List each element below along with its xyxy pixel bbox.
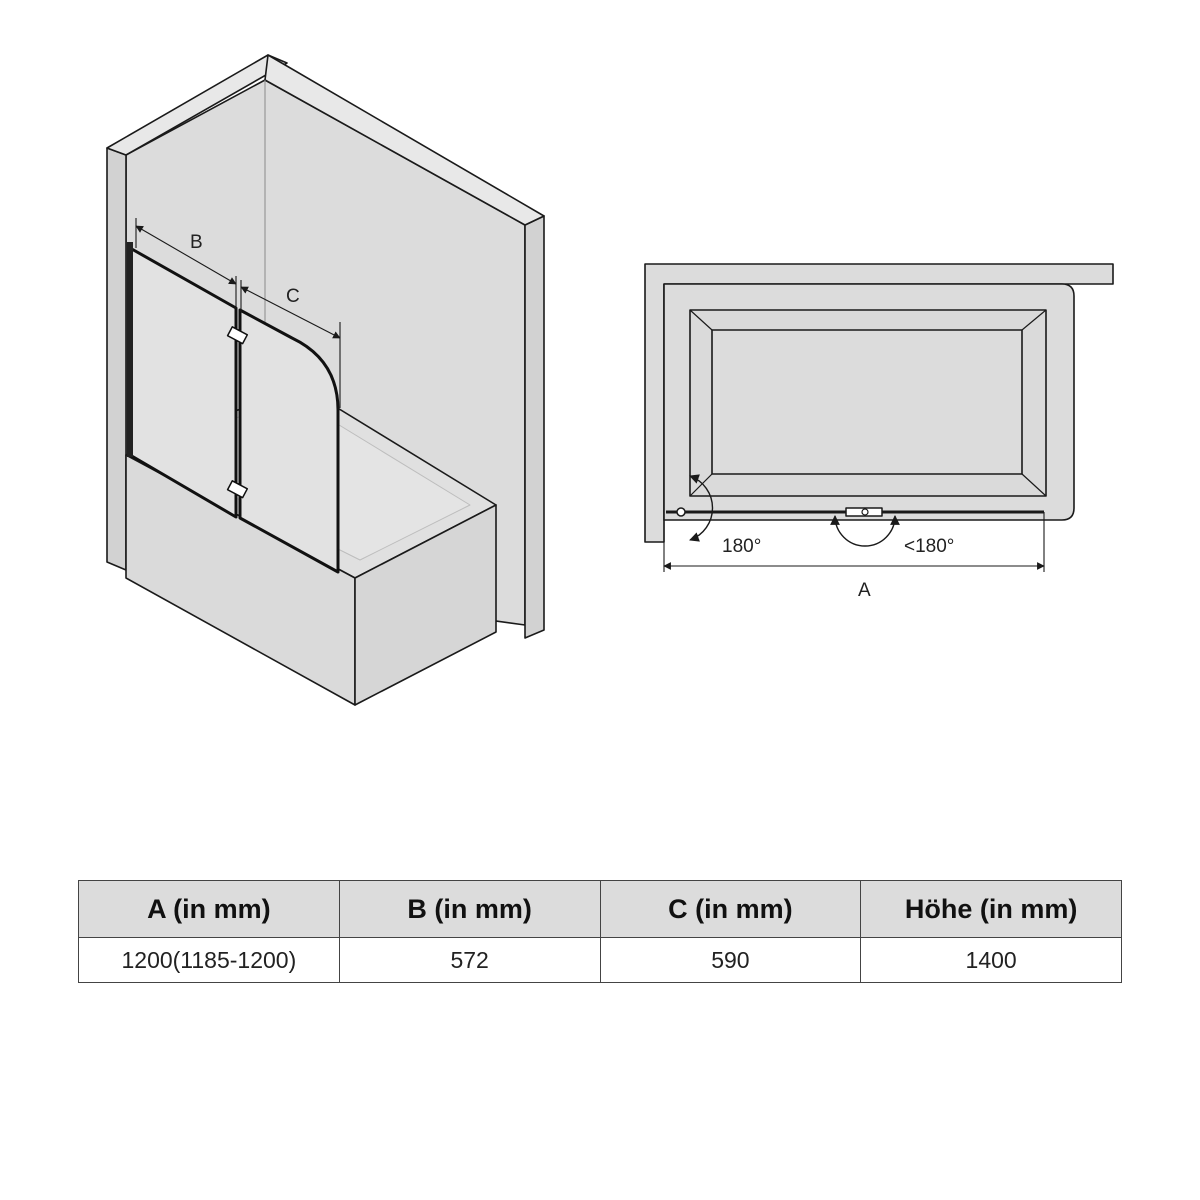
plan-tub-basin <box>712 330 1022 474</box>
value-b: 572 <box>339 938 600 983</box>
angle-label-right: <180° <box>904 536 955 557</box>
angle-label-left: 180° <box>722 536 762 557</box>
label-c: C <box>286 286 300 307</box>
dimension-table <box>78 880 1122 983</box>
value-height: 1400 <box>861 938 1122 983</box>
value-a: 1200(1185-1200) <box>79 938 340 983</box>
label-b: B <box>190 232 203 253</box>
header-b: B (in mm) <box>339 881 600 938</box>
dimension-a <box>664 512 1044 572</box>
wall-profile <box>127 242 133 457</box>
value-c: 590 <box>600 938 861 983</box>
header-a: A (in mm) <box>79 881 340 938</box>
isometric-view <box>107 55 544 705</box>
left-wall <box>107 148 126 570</box>
right-wall-top <box>525 216 544 638</box>
header-height: Höhe (in mm) <box>861 881 1122 938</box>
table-header-row <box>79 881 1122 938</box>
header-c: C (in mm) <box>600 881 861 938</box>
plan-wall-hinge <box>677 508 685 516</box>
table-row <box>79 938 1122 983</box>
plan-view <box>645 264 1113 572</box>
label-a: A <box>858 580 871 601</box>
